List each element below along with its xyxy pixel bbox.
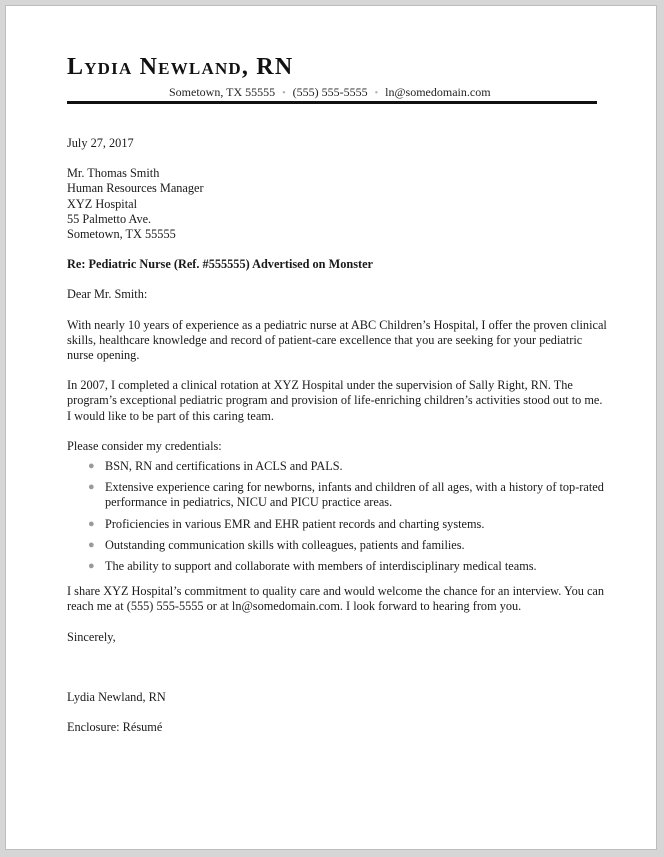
bullet-icon: ●	[88, 560, 95, 573]
letter-date: July 27, 2017	[67, 136, 134, 150]
paragraph-intro: With nearly 10 years of experience as a pediatric nurse at ABC Children’s Hospital, I offer the proven clinical skills, healthcare knowledge and record of patient-care excellence that you are seeking for your pediatric nurse opening.	[67, 317, 607, 363]
letter-page	[5, 5, 657, 850]
credentials-intro: Please consider my credentials:	[67, 438, 222, 453]
bullet-icon: ●	[88, 517, 95, 530]
bullet-icon: ●	[88, 481, 95, 494]
contact-separator: •	[282, 88, 286, 99]
recipient-line: XYZ Hospital	[67, 196, 138, 211]
list-item	[88, 459, 607, 474]
paragraph-closing: I share XYZ Hospital’s commitment to quality care and would welcome the chance for an interview. You can reach me at (555) 555-5555 or at ln@somedomain.com. I look forward to hearing from you.	[67, 584, 605, 614]
recipient-address	[67, 166, 607, 242]
header-divider	[67, 101, 597, 104]
salutation: Dear Mr. Smith:	[67, 287, 148, 302]
recipient-line: Human Resources Manager	[67, 181, 204, 196]
credentials-list	[67, 459, 607, 574]
contact-email: ln@somedomain.com	[385, 85, 491, 99]
credential-text: Proficiencies in various EMR and EHR patient records and charting systems.	[105, 516, 485, 531]
paragraph-rotation: In 2007, I completed a clinical rotation at XYZ Hospital under the supervision of Sally Right, RN. The program’s exceptional pediatric program and provision of life-enriching children’s activities stood out to me. I would like to be part of this caring team.	[67, 378, 603, 423]
enclosure-line: Enclosure: Résumé	[67, 720, 163, 735]
list-item	[88, 516, 607, 532]
letterhead-name: Lydia Newland, RN	[67, 54, 294, 80]
credential-text: BSN, RN and certifications in ACLS and PALS.	[105, 459, 343, 474]
recipient-line: Mr. Thomas Smith	[67, 166, 160, 181]
contact-city: Sometown, TX 55555	[169, 85, 276, 99]
credential-text: The ability to support and collaborate with members of interdisciplinary medical teams.	[105, 559, 537, 574]
letterhead-contact	[169, 85, 491, 100]
letter-body	[67, 136, 607, 735]
list-item	[88, 559, 607, 574]
sign-off: Sincerely,	[67, 629, 116, 644]
signature-name: Lydia Newland, RN	[67, 689, 166, 704]
credential-text: Outstanding communication skills with colleagues, patients and families.	[105, 537, 465, 552]
contact-separator: •	[374, 88, 379, 99]
contact-phone: (555) 555-5555	[292, 85, 368, 99]
list-item	[88, 480, 607, 510]
subject-line: Re: Pediatric Nurse (Ref. #555555) Advertised on Monster	[67, 257, 373, 272]
list-item	[88, 537, 607, 553]
bullet-icon: ●	[88, 538, 95, 551]
bullet-icon: ●	[88, 460, 95, 473]
recipient-line: 55 Palmetto Ave.	[67, 211, 152, 226]
credential-text: Extensive experience caring for newborns, infants and children of all ages, with a history of top-rated performance in pediatrics, NICU and PICU practice areas.	[105, 480, 604, 510]
recipient-line: Sometown, TX 55555	[67, 227, 176, 242]
